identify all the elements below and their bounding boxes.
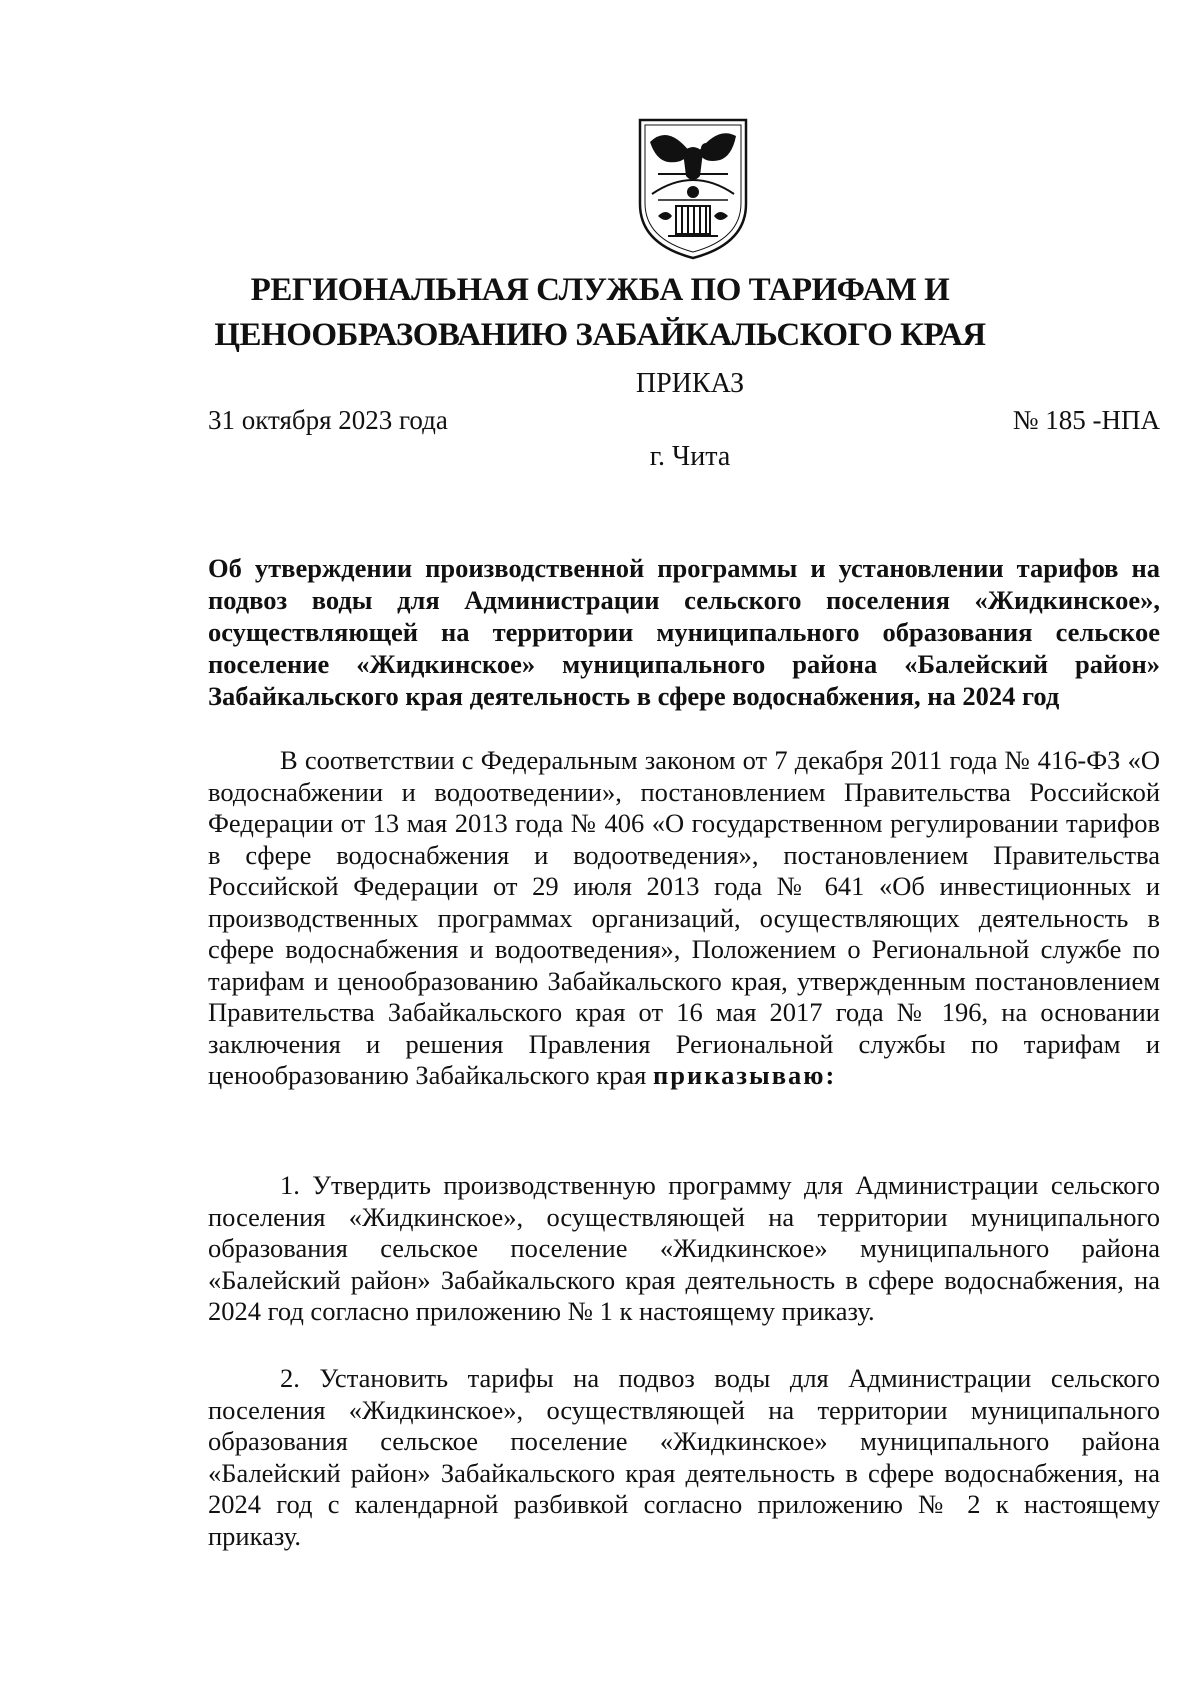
agency-name [150,268,1050,358]
order-item-1: 1. Утвердить производственную программу для Администрации сельского поселения «Жидкинское», осуществляющей на территории муниципального образования сельское поселение «Жидкинское» муниципального района «Балейский район» Забайкальского края деятельность в сфере водоснабжения, на 2024 год согласно приложению № 1 к настоящему приказу. [208,1170,1160,1326]
agency-name-line1: РЕГИОНАЛЬНАЯ СЛУЖБА ПО ТАРИФАМ И [250,272,950,308]
order-type: ПРИКАЗ [635,368,745,399]
order-city: г. Чита [649,441,731,472]
decree-word: приказываю: [652,1060,837,1090]
order-number: № 185 -НПА [1012,405,1160,435]
preamble-text: В соответствии с Федеральным законом от 7 декабря 2011 года № 416-ФЗ «О водоснабжении и водоотведении», постановлением Правительства Российской Федерации от 13 мая 2013 года № 406 «О государственном регулировании тарифов в сфере водоснабжения и водоотведения», постановлением Правительства Российской Федерации от 29 июля 2013 года № 641 «Об инвестиционных и производственных программах организаций, осуществляющих деятельность в сфере водоснабжения и водоотведения», Положением о Региональной службе по тарифам и ценообразованию Забайкальского края, утвержденным постановлением Правительства Забайкальского края от 16 мая 2017 года № 196, на основании заключения и решения Правления Региональной службы по тарифам и ценообразованию Забайкальского края [208,745,1160,1090]
order-date: 31 октября 2023 года [208,405,448,435]
coat-of-arms-icon [628,112,758,262]
order-item-2: 2. Установить тарифы на подвоз воды для Администрации сельского поселения «Жидкинское», осуществляющей на территории муниципального образования сельское поселение «Жидкинское» муниципального района «Балейский район» Забайкальского края деятельность в сфере водоснабжения, на 2024 год с календарной разбивкой согласно приложению № 2 к настоящему приказу. [208,1363,1160,1551]
agency-name-line2: ЦЕНООБРАЗОВАНИЮ ЗАБАЙКАЛЬСКОГО КРАЯ [214,317,986,353]
document-title: Об утверждении производственной программы и установлении тарифов на подвоз воды для Администрации сельского поселения «Жидкинское», осуществляющей на территории муниципального образования сельское поселение «Жидкинское» муниципального района «Балейский район» Забайкальского края деятельность в сфере водоснабжения, на 2024 год [208,553,1160,711]
preamble-paragraph [208,745,1160,1092]
